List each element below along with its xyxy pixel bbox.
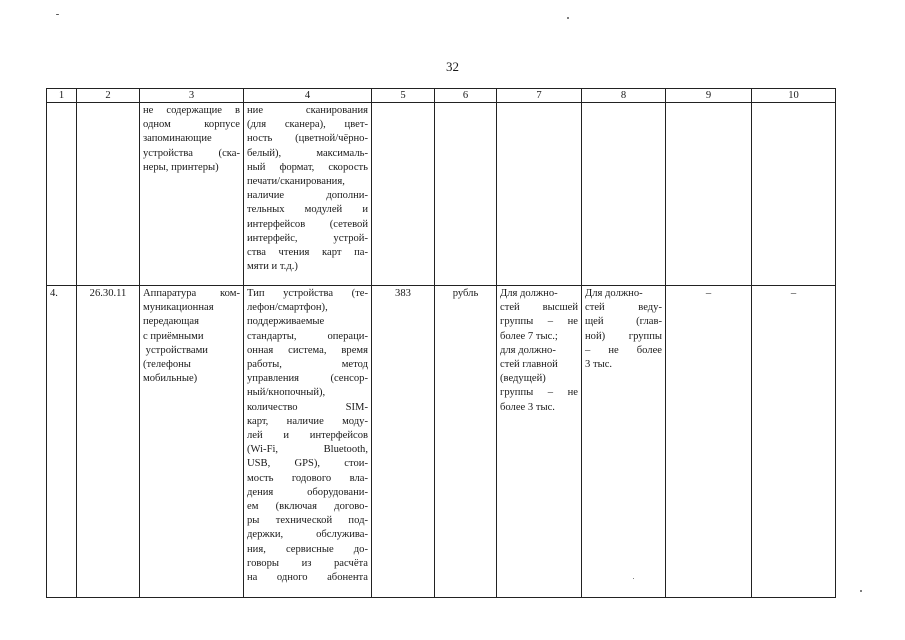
- header-cell: 5: [372, 89, 435, 103]
- text-line: 3 тыс.: [585, 359, 613, 371]
- highest-group-limit-cell: [497, 286, 582, 598]
- text-line: устройства (ска-: [143, 147, 240, 159]
- cell-empty: [435, 103, 497, 286]
- text-line: ем (включая догово-: [247, 501, 368, 513]
- cell-empty: [77, 103, 140, 286]
- text-line: количество SIM-: [247, 401, 368, 413]
- cell-empty: [372, 103, 435, 286]
- text-line: карт, наличие моду-: [247, 415, 368, 427]
- text-line: ры технической под-: [247, 515, 368, 527]
- text-line: управления (сенсор-: [247, 373, 368, 385]
- header-cell: 7: [497, 89, 582, 103]
- text-line: Для должно-: [500, 288, 558, 299]
- characteristics-cell: [244, 286, 372, 598]
- text-line: передающая: [143, 316, 199, 328]
- header-cell: 6: [435, 89, 497, 103]
- text-line: (телефоны: [143, 359, 191, 371]
- text-line: печати/сканирования,: [247, 176, 345, 188]
- header-cell: 9: [666, 89, 752, 103]
- text-line: муникационная: [143, 302, 214, 314]
- text-line: лефон/смартфон),: [247, 302, 328, 314]
- text-line: ный формат, скорость: [247, 161, 368, 173]
- text-line: стей высшей: [500, 302, 578, 314]
- text-line: ной) группы: [585, 330, 662, 342]
- item-name-cell: [140, 286, 244, 598]
- row-number-cell: 4.: [47, 286, 77, 598]
- text-line: говоры из расчёта: [247, 557, 368, 569]
- col9-dash-cell: –: [666, 286, 752, 598]
- text-line: устройствами: [143, 344, 208, 356]
- okei-code-cell: 383: [372, 286, 435, 598]
- text-line: стей веду-: [585, 302, 662, 314]
- col10-dash-cell: –: [752, 286, 836, 598]
- text-line: держки, обслужива-: [247, 529, 368, 541]
- text-line: щей (глав-: [585, 316, 662, 328]
- header-cell: 3: [140, 89, 244, 103]
- text-line: ние сканирования: [247, 105, 368, 116]
- text-line: более 7 тыс.;: [500, 330, 558, 342]
- text-line: интерфейс, устрой-: [247, 232, 368, 244]
- text-line: (Wi-Fi, Bluetooth,: [247, 444, 368, 456]
- text-line: с приёмными: [143, 330, 204, 342]
- text-line: ния, сервисные до-: [247, 543, 368, 555]
- text-line: поддерживаемые: [247, 316, 325, 328]
- text-line: мяти и т.д.): [247, 261, 298, 273]
- text-line: онная система, время: [247, 344, 368, 356]
- text-line: запоминающие: [143, 133, 212, 145]
- text-line: интерфейсов (сетевой: [247, 218, 368, 230]
- header-cell: 1: [47, 89, 77, 103]
- text-line: ный/кнопочный),: [247, 387, 326, 399]
- text-line: Аппаратура ком-: [143, 288, 240, 299]
- text-line: Тип устройства (те-: [247, 288, 368, 299]
- unit-cell: рубль: [435, 286, 497, 598]
- header-cell: 2: [77, 89, 140, 103]
- header-cell: 10: [752, 89, 836, 103]
- table-row-4: [47, 286, 836, 598]
- text-line: одном корпусе: [143, 119, 240, 131]
- text-line: лей и интерфейсов: [247, 430, 368, 442]
- text-line: работы, метод: [247, 359, 368, 371]
- text-line: группы – не: [500, 387, 578, 399]
- text-line: мость годового вла-: [247, 472, 368, 484]
- cell-empty: [752, 103, 836, 286]
- leading-group-limit-cell: [582, 286, 666, 598]
- cont-name-cell: [140, 103, 244, 286]
- cell-empty: [497, 103, 582, 286]
- text-line: на одного абонента: [247, 572, 368, 584]
- text-line: (ведущей): [500, 373, 546, 385]
- cell-empty: [47, 103, 77, 286]
- text-line: Для должно-: [585, 288, 643, 299]
- cont-characteristics-cell: [244, 103, 372, 286]
- page-number: 32: [446, 59, 459, 74]
- cell-empty: [666, 103, 752, 286]
- header-cell: 8: [582, 89, 666, 103]
- text-line: стандарты, операци-: [247, 330, 368, 342]
- okpd-code-cell: 26.30.11: [77, 286, 140, 598]
- text-line: – не более: [585, 344, 662, 356]
- text-line: группы – не: [500, 316, 578, 328]
- text-line: наличие дополни-: [247, 190, 368, 202]
- cell-empty: [582, 103, 666, 286]
- continuation-row: [47, 103, 836, 286]
- text-line: дения оборудовани-: [247, 486, 368, 498]
- text-line: стей главной: [500, 359, 558, 371]
- text-line: неры, принтеры): [143, 161, 219, 173]
- text-line: (для сканера), цвет-: [247, 119, 368, 131]
- text-line: более 3 тыс.: [500, 401, 555, 413]
- text-line: мобильные): [143, 373, 198, 385]
- text-line: белый), максималь-: [247, 147, 368, 159]
- text-line: USB, GPS), стои-: [247, 458, 368, 470]
- text-line: ства чтения карт па-: [247, 247, 368, 259]
- text-line: для должно-: [500, 344, 556, 356]
- requirements-table: [46, 88, 836, 598]
- text-line: не содержащие в: [143, 105, 240, 116]
- header-row: [47, 89, 836, 103]
- text-line: тельных модулей и: [247, 204, 368, 216]
- header-cell: 4: [244, 89, 372, 103]
- text-line: ность (цветной/чёрно-: [247, 133, 368, 145]
